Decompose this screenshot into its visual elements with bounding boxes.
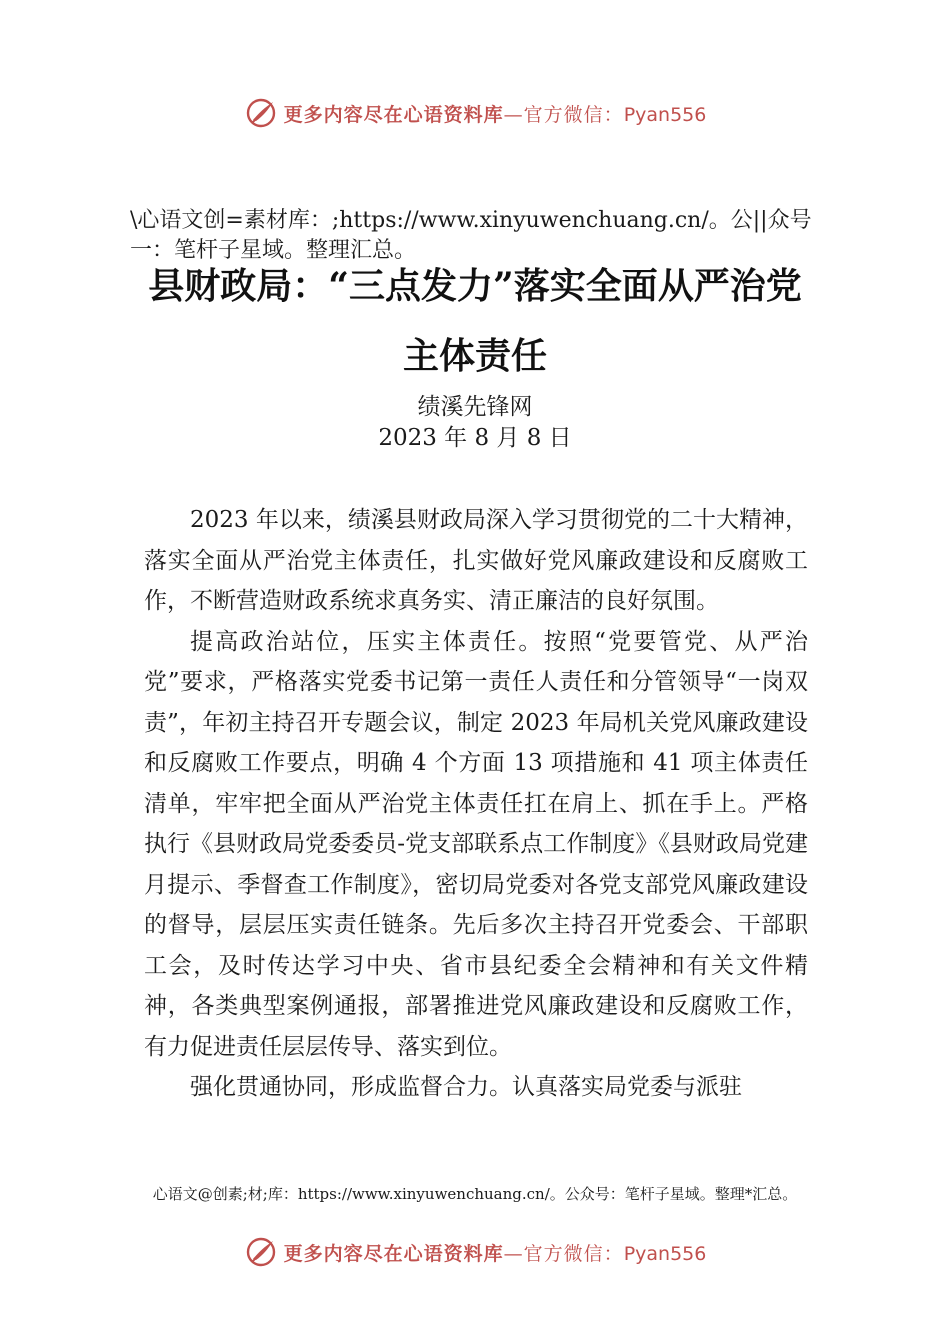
banner-wechat-label: 官方微信： <box>523 103 624 126</box>
article-date: 2023 年 8 月 8 日 <box>378 425 572 451</box>
source-note: \心语文创=素材库：;https://www.xinyuwenchuang.cn/。公||众号一：笔杆子星域。整理汇总。 <box>130 208 812 263</box>
footer-note: 心语文@创素;材;库：https://www.xinyuwenchuang.cn/。公众号：笔杆子星域。整理*汇总。 <box>152 1185 798 1203</box>
article-body <box>144 500 808 1108</box>
banner-text <box>284 1239 707 1266</box>
banner-dash: — <box>503 1242 524 1265</box>
banner-main-text: 更多内容尽在心语资料库 <box>283 103 504 126</box>
article-paragraph-3: 强化贯通协同，形成监督合力。认真落实局党委与派驻 <box>190 1074 742 1100</box>
banner-brand-id: Pyan556 <box>623 1242 707 1265</box>
banner-wechat-label: 官方微信： <box>523 1242 624 1265</box>
quill-seal-logo <box>244 96 278 130</box>
banner-main-text: 更多内容尽在心语资料库 <box>283 1242 504 1265</box>
header-banner <box>0 93 950 133</box>
banner-dash: — <box>503 103 524 126</box>
footer-banner <box>0 1232 950 1272</box>
quill-seal-logo <box>244 1235 278 1269</box>
article-paragraph-1: 2023 年以来，绩溪县财政局深入学习贯彻党的二十大精神，落实全面从严治党主体责任，扎实做好党风廉政建设和反腐败工作，不断营造财政系统求真务实、清正廉洁的良好氛围。 <box>144 507 808 614</box>
article-title-line2: 主体责任 <box>402 335 547 377</box>
banner-brand-id: Pyan556 <box>623 103 707 126</box>
banner-text <box>284 100 707 127</box>
article-source: 绩溪先锋网 <box>417 394 533 420</box>
article-paragraph-2: 提高政治站位，压实主体责任。按照“党要管党、从严治党”要求，严格落实党委书记第一责任人责任和分管领导“一岗双责”，年初主持召开专题会议，制定 2023 年局机关党风廉政建设和反腐败工作要点，明确 4 个方面 13 项措施和 41 项主体责任清单，牢牢把全面从严治党主体责任扛在肩上、抓在手上。严格执行《县财政局党委委员-党支部联系点工作制度》《县财政局党建月提示、季督查工作制度》，密切局党委对各党支部党风廉政建设的督导，层层压实责任链条。先后多次主持召开党委会、干部职工会，及时传达学习中央、省市县纪委全会精神和有关文件精神，各类典型案例通报，部署推进党风廉政建设和反腐败工作，有力促进责任层层传导、落实到位。 <box>144 628 808 1060</box>
article-title-line1: 县财政局：“三点发力”落实全面从严治党 <box>148 265 802 307</box>
